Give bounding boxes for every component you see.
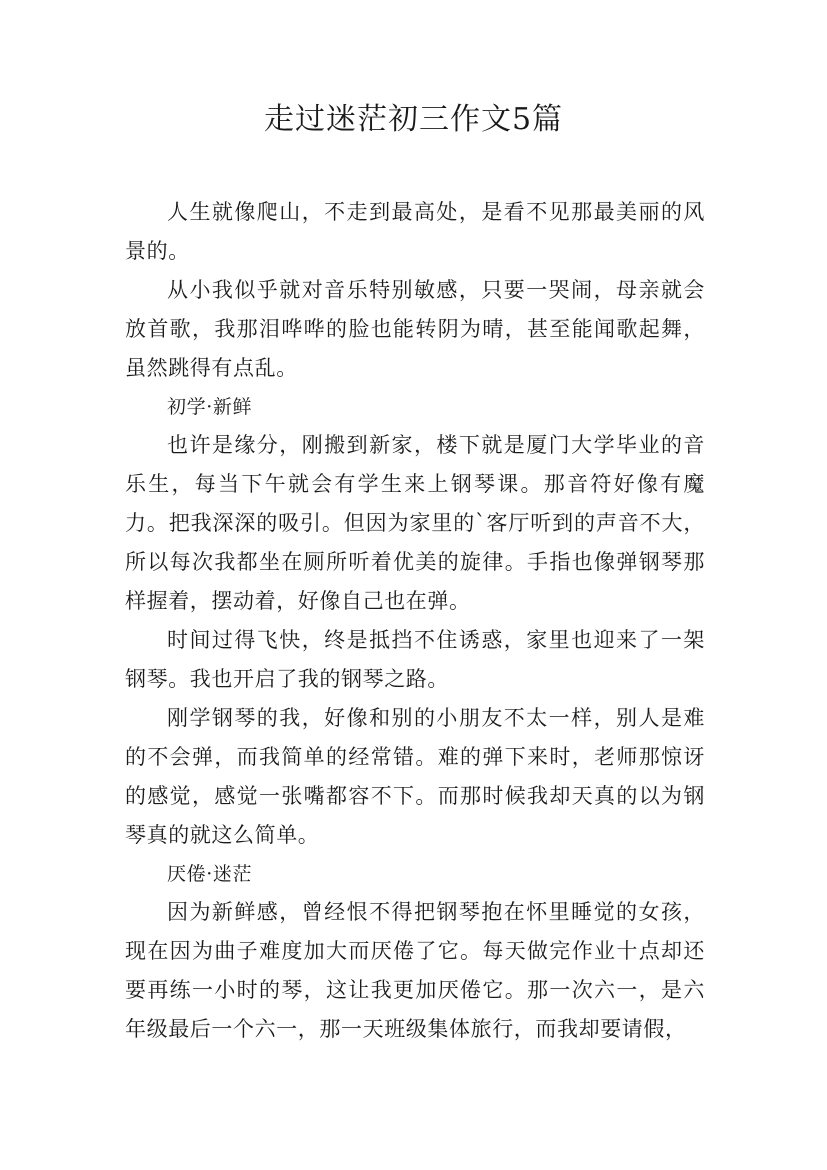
- paragraph: 也许是缘分，刚搬到新家，楼下就是厦门大学毕业的音乐生，每当下午就会有学生来上钢琴课。那音符好像有魔力。把我深深的吸引。但因为家里的`客厅听到的声音不大，所以每次我都坐在厕所听着优美的旋律。手指也像弹钢琴那样握着，摆动着，好像自己也在弹。: [125, 433, 705, 613]
- section-heading: 厌倦·迷茫: [167, 863, 253, 885]
- paragraph: 刚学钢琴的我，好像和别的小朋友不太一样，别人是难的不会弹，而我简单的经常错。难的弹下来时，老师那惊讶的感觉，感觉一张嘴都容不下。而那时候我却天真的以为钢琴真的就这么简单。: [125, 706, 705, 847]
- document-title: 走过迷茫初三作文5篇: [263, 102, 564, 137]
- paragraph: 从小我似乎就对音乐特别敏感，只要一哭闹，母亲就会放首歌，我那泪哗哗的脸也能转阴为晴，甚至能闻歌起舞，虽然跳得有点乱。: [125, 278, 705, 380]
- paragraph: 人生就像爬山，不走到最高处，是看不见那最美丽的风景的。: [125, 200, 705, 263]
- section-heading: 初学·新鲜: [167, 396, 253, 418]
- document-body: [125, 193, 705, 1049]
- paragraph: 时间过得飞快，终是抵挡不住诱惑，家里也迎来了一架钢琴。我也开启了我的钢琴之路。: [125, 628, 705, 691]
- paragraph: 因为新鲜感，曾经恨不得把钢琴抱在怀里睡觉的女孩，现在因为曲子难度加大而厌倦了它。每天做完作业十点却还要再练一小时的琴，这让我更加厌倦它。那一次六一，是六年级最后一个六一，那一天班级集体旅行，而我却要请假，: [125, 900, 705, 1041]
